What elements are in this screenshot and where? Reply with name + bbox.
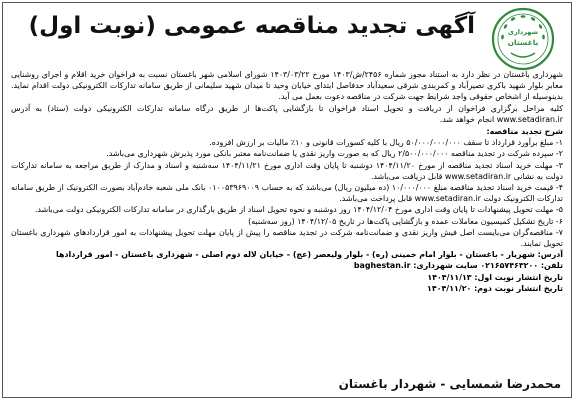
mayor-signature: محمدرضا شمسایی - شهردار باغستان <box>338 377 561 391</box>
notice-title: آگهی تجدید مناقصه عمومی (نوبت اول) <box>28 13 475 39</box>
notice-procedure: کلیه مراحل برگزاری فراخوان از دریافت و تحویل اسناد فراخوان تا بازگشایی پاکت‌ها از طریق درگاه سامانه تدارکات الکترونیکی دولت (ستاد) به آدرس www.setadiran.ir انجام خواهد شد. <box>11 103 563 124</box>
logo-bottom-text: باغستان <box>507 38 539 47</box>
condition-item-5: ۵- مهلت تحویل پیشنهادات تا پایان وقت اداری مورخ ۱۴۰۴/۱۲/۰۴ روز دوشنبه و نحوه تحویل اسناد از طریق بارگذاری در سامانه تدارکات الکترونیکی دولت می‌باشد. <box>34 205 563 215</box>
logo-top-text: شهرداری <box>508 28 538 36</box>
notice-address: آدرس: شهریار - باغستان - بلوار امام خمینی (ره) - بلوار ولیعصر (عج) - خیابان لاله دوم اصلی - شهرداری باغستان - امور قراردادها <box>56 250 563 260</box>
condition-item-3: ۳- مهلت خرید اسناد تجدید مناقصه از مورخ ۱۴۰۴/۱۱/۲۰ دوشنبه تا پایان وقت اداری مورخ ۱۴۰۴/۱۱/۲۱ سه‌شنبه و اسناد و مدارک از طریق مراجعه به سامانه تدارکات دولت به نشانی www.setadiran.ir قابل دریافت می‌باشد. <box>11 160 563 181</box>
condition-item-1: ۱- مبلغ برآورد قرارداد تا سقف ۵۰/۰۰۰/۰۰۰/۰۰۰ ریال با کلیه کسورات قانونی و ۱۰٪ مالیات بر ارزش افزوده. <box>209 138 563 148</box>
notice-frame <box>2 2 572 398</box>
notice-body <box>11 69 563 367</box>
municipality-logo-icon <box>491 7 555 71</box>
notice-contact: تلفن: ۰۲۱۶۵۷۴۶۳۲۰۰ سایت شهرداری: baghestan.ir <box>353 261 563 271</box>
condition-item-2: ۲- سپرده شرکت در تجدید مناقصه ۲/۵۰۰/۰۰۰/۰۰۰ ریال که به صورت واریز نقدی یا ضمانت‌نامه معتبر بانکی مورد پذیرش شهرداری می‌باشد. <box>106 149 563 159</box>
conditions-title: شرح تجدید مناقصه: <box>486 127 563 137</box>
notice-header <box>3 3 571 69</box>
notice-intro: شهرداری باغستان در نظر دارد به استناد مجوز شماره ۲۴۵۶/ش/۱۴۰۳ مورخ ۱۴۰۳/۰۳/۲۲ شورای اسلامی شهر باغستان نسبت به فراخوان خرید اقلام و اجرای روشنایی معابر بلوار شهید باکری نصیرآباد و کمربندی شرقی سعیدآباد حدفاصل ابتدای خیابان وحید تا میدان شهید سلیمانی از طریق سامانه تدارکات الکترونیکی دولت اقدام نماید. بدینوسیله از اشخاص حقوقی واجد شرایط جهت شرکت در مناقصه دعوت بعمل می آید. <box>11 70 563 102</box>
second-publish-date: تاریخ انتشار نوبت دوم: ۱۴۰۴/۱۱/۲۰ <box>427 283 563 293</box>
condition-item-7: ۷- مناقصه‌گران می‌بایست اصل فیش واریز نقدی و ضمانت‌نامه شرکت در تجدید مناقصه را پیش از پایان مهلت تحویل پیشنهادات به امور قراردادهای شهرداری باغستان تحویل نمایند. <box>11 227 563 249</box>
first-publish-date: تاریخ انتشار نوبت اول: ۱۴۰۴/۱۱/۱۳ <box>427 272 563 282</box>
condition-item-4: ۴- قیمت خرید اسناد تجدید مناقصه مبلغ ۱۰/۰۰۰/۰۰۰ (ده میلیون ریال) می‌باشد که به حساب ۰۱۰۰۵۳۹۶۹۰۰۹ بانک ملی شعبه خادم‌آباد بصورت الکترونیک از طریق سامانه تدارکات الکترونیک دولت www.setadiran.ir قابل پرداخت می‌باشد. <box>11 183 563 204</box>
condition-item-6: ۶- تاریخ تشکیل کمیسیون معاملات عمده و بازگشایی پاکت‌ها در تاریخ ۱۴۰۴/۱۲/۰۵ (روز سه‌شنبه) <box>248 216 563 226</box>
